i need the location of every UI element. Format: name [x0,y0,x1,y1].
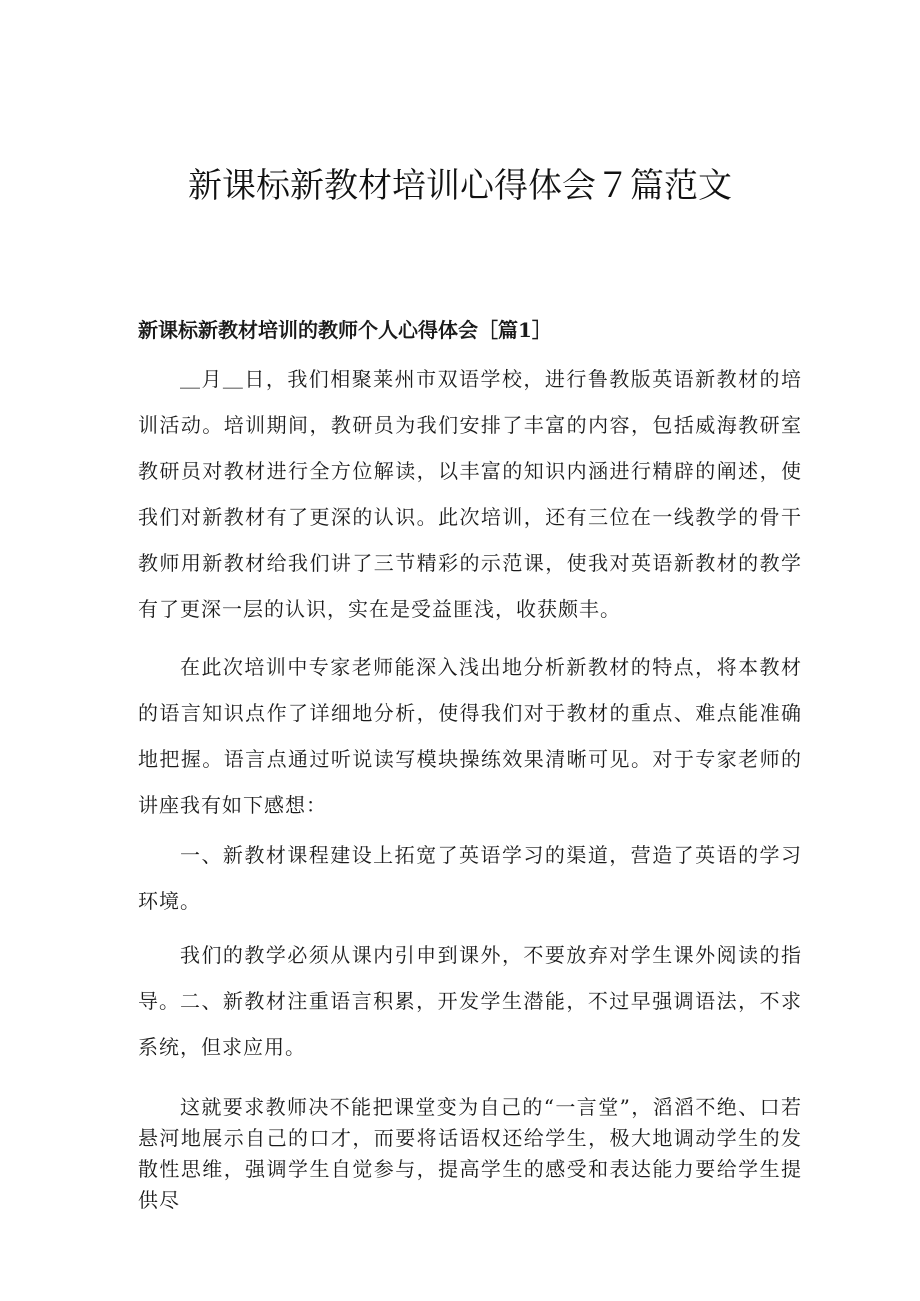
document-title: 新课标新教材培训心得体会７篇范文 [188,166,732,206]
paragraph-point-one: 一、新教材课程建设上拓宽了英语学习的渠道，营造了英语的学习环境。 [138,843,802,913]
paragraph-teacher-role: 这就要求教师决不能把课堂变为自己的“一言堂”，滔滔不绝、口若悬河地展示自己的口才，而要将话语权还给学生，极大地调动学生的发散性思维，强调学生自觉参与，提高学生的感受和表达能力要给学生提供尽 [138,1095,802,1212]
paragraph-expert-analysis: 在此次培训中专家老师能深入浅出地分析新教材的特点，将本教材的语言知识点作了详细地分析，使得我们对于教材的重点、难点能准确地把握。语言点通过听说读写模块操练效果清晰可见。对于专家老师的讲座我有如下感想： [138,655,802,817]
paragraph-point-two: 二、新教材注重语言积累，开发学生潜能，不过早强调语法，不求系统，但求应用。 [138,989,802,1059]
paragraph-intro: ＿月＿日，我们相聚莱州市双语学校，进行鲁教版英语新教材的培训活动。培训期间，教研员为我们安排了丰富的内容，包括威海教研室教研员对教材进行全方位解读，以丰富的知识内涵进行精辟的阐述，使我们对新教材有了更深的认识。此次培训，还有三位在一线教学的骨干教师用新教材给我们讲了三节精彩的示范课，使我对英语新教材的教学有了更深一层的认识，实在是受益匪浅，收获颇丰。 [138,367,802,621]
paragraph-extracurricular: 我们的教学必须从课内引申到课外，不要放弃对学生课外阅读的指导。 [138,943,802,1013]
section-heading: 新课标新教材培训的教师个人心得体会［篇1］ [138,318,552,342]
